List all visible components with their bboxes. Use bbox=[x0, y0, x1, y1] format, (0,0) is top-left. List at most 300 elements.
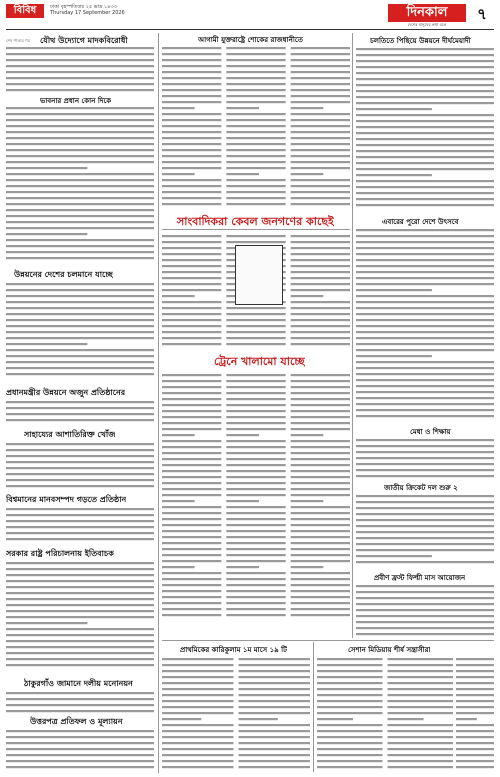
text-line bbox=[388, 706, 454, 708]
text-line bbox=[162, 53, 221, 55]
text-line bbox=[226, 542, 285, 544]
text-line bbox=[291, 416, 350, 418]
text-line bbox=[6, 295, 154, 297]
article-16-body bbox=[162, 372, 350, 622]
text-line bbox=[291, 548, 350, 550]
text-line bbox=[291, 83, 350, 85]
text-line bbox=[162, 203, 221, 205]
text-line bbox=[291, 590, 350, 592]
text-line bbox=[226, 500, 259, 502]
text-line bbox=[226, 167, 285, 169]
text-line bbox=[6, 349, 154, 351]
text-line bbox=[356, 138, 494, 140]
text-line bbox=[356, 525, 494, 527]
text-line bbox=[291, 572, 350, 574]
text-line bbox=[388, 760, 454, 762]
text-line bbox=[6, 730, 154, 732]
text-line bbox=[6, 568, 154, 570]
text-line bbox=[226, 307, 285, 309]
text-line bbox=[291, 404, 350, 406]
text-line bbox=[162, 730, 234, 732]
text-line bbox=[239, 664, 311, 666]
text-line bbox=[6, 532, 154, 534]
text-line bbox=[239, 748, 311, 750]
text-line bbox=[456, 688, 494, 690]
text-line bbox=[162, 542, 221, 544]
text-line bbox=[356, 48, 494, 50]
text-line bbox=[356, 385, 494, 387]
text-line bbox=[162, 500, 195, 502]
text-line bbox=[6, 71, 154, 73]
text-line bbox=[356, 549, 494, 551]
text-line bbox=[239, 658, 311, 660]
text-line bbox=[239, 736, 311, 738]
text-line bbox=[226, 374, 285, 376]
text-line bbox=[162, 295, 195, 297]
text-line bbox=[162, 119, 221, 121]
text-line bbox=[291, 197, 350, 199]
text-line bbox=[388, 724, 454, 726]
headline-8: ঠাকুরগাঁও জামানে দলীয় মনোনয়ন bbox=[24, 679, 133, 688]
text-line bbox=[226, 434, 259, 436]
text-line bbox=[6, 413, 154, 415]
text-line bbox=[226, 125, 285, 127]
text-line bbox=[226, 143, 285, 145]
text-line bbox=[226, 518, 285, 520]
text-line bbox=[6, 251, 154, 253]
text-line bbox=[239, 742, 311, 744]
text-line bbox=[6, 754, 154, 756]
text-line bbox=[162, 179, 221, 181]
text-line bbox=[291, 101, 350, 103]
article-5-body bbox=[6, 441, 154, 491]
text-line bbox=[356, 66, 494, 68]
text-line bbox=[291, 542, 350, 544]
text-line bbox=[162, 410, 221, 412]
text-line bbox=[291, 482, 350, 484]
text-line bbox=[356, 319, 494, 321]
text-line bbox=[291, 143, 350, 145]
text-line bbox=[291, 203, 350, 205]
text-line bbox=[317, 664, 383, 666]
text-line bbox=[162, 434, 195, 436]
text-line bbox=[6, 131, 154, 133]
text-line bbox=[291, 107, 324, 109]
text-line bbox=[162, 416, 221, 418]
text-line bbox=[226, 440, 285, 442]
text-line bbox=[356, 331, 494, 333]
text-line bbox=[6, 167, 87, 169]
text-line bbox=[162, 476, 221, 478]
text-line bbox=[356, 198, 494, 200]
article-14-body bbox=[356, 437, 494, 479]
text-line bbox=[226, 89, 285, 91]
text-line bbox=[6, 692, 154, 694]
text-line bbox=[162, 337, 221, 339]
text-line bbox=[6, 538, 154, 540]
text-line bbox=[356, 457, 494, 459]
text-line bbox=[317, 682, 383, 684]
text-line bbox=[456, 760, 494, 762]
text-line bbox=[226, 119, 285, 121]
text-line bbox=[291, 608, 350, 610]
text-line bbox=[226, 392, 285, 394]
text-line bbox=[162, 47, 221, 49]
text-line bbox=[291, 59, 350, 61]
text-line bbox=[162, 452, 221, 454]
article-10-body bbox=[162, 45, 350, 210]
text-line bbox=[6, 343, 87, 345]
text-line bbox=[6, 301, 154, 303]
text-line bbox=[456, 676, 494, 678]
text-line bbox=[6, 634, 154, 636]
headline-9: উত্তরপত্র প্রতিফল ও মূল্যায়ন bbox=[30, 717, 123, 726]
text-line bbox=[356, 132, 494, 134]
text-line bbox=[6, 461, 154, 463]
text-line bbox=[356, 192, 494, 194]
text-line bbox=[456, 694, 494, 696]
text-line bbox=[226, 337, 285, 339]
text-line bbox=[226, 149, 285, 151]
text-line bbox=[6, 233, 87, 235]
text-line bbox=[6, 580, 154, 582]
newspaper-logo: দিনকাল bbox=[388, 4, 466, 22]
article-15-body bbox=[356, 493, 494, 568]
text-line bbox=[6, 89, 154, 91]
text-line bbox=[291, 89, 350, 91]
text-line bbox=[356, 277, 494, 279]
text-line bbox=[226, 331, 285, 333]
text-line bbox=[6, 83, 154, 85]
article-2-body bbox=[6, 105, 154, 265]
text-line bbox=[226, 482, 285, 484]
text-line bbox=[456, 754, 494, 756]
text-lines bbox=[356, 583, 494, 637]
text-line bbox=[291, 307, 350, 309]
text-line bbox=[162, 386, 221, 388]
text-line bbox=[291, 313, 350, 315]
article-13-body bbox=[356, 227, 494, 423]
text-line bbox=[291, 422, 350, 424]
text-line bbox=[226, 470, 285, 472]
text-line bbox=[162, 664, 234, 666]
text-line bbox=[291, 458, 350, 460]
text-line bbox=[226, 488, 285, 490]
text-line bbox=[356, 543, 494, 545]
text-line bbox=[226, 410, 285, 412]
text-line bbox=[356, 415, 494, 417]
text-line bbox=[356, 585, 494, 587]
text-line bbox=[291, 512, 350, 514]
text-line bbox=[162, 241, 221, 243]
text-line bbox=[6, 658, 154, 660]
text-line bbox=[6, 257, 154, 259]
text-line bbox=[239, 700, 311, 702]
text-line bbox=[317, 712, 383, 714]
text-line bbox=[456, 670, 494, 672]
text-line bbox=[162, 718, 201, 720]
text-line bbox=[356, 397, 494, 399]
text-line bbox=[162, 712, 234, 714]
text-line bbox=[356, 180, 494, 182]
text-line bbox=[388, 736, 454, 738]
text-line bbox=[356, 609, 494, 611]
text-line bbox=[456, 664, 494, 666]
text-line bbox=[356, 283, 494, 285]
text-line bbox=[356, 241, 494, 243]
text-line bbox=[162, 754, 234, 756]
column-divider-left bbox=[158, 33, 159, 773]
text-line bbox=[291, 524, 350, 526]
text-line bbox=[226, 95, 285, 97]
text-line bbox=[162, 506, 221, 508]
text-line bbox=[356, 186, 494, 188]
text-line bbox=[162, 584, 221, 586]
text-line bbox=[6, 407, 154, 409]
article-4-body bbox=[6, 399, 154, 427]
headline-4: প্রধানমন্ত্রীর উন্নয়নে অজুন প্রতিষ্ঠানের bbox=[6, 388, 126, 397]
text-line bbox=[226, 446, 285, 448]
text-line bbox=[162, 331, 221, 333]
text-line bbox=[162, 748, 234, 750]
text-line bbox=[6, 155, 154, 157]
text-line bbox=[291, 131, 350, 133]
text-line bbox=[6, 646, 154, 648]
text-line bbox=[356, 445, 494, 447]
text-line bbox=[6, 197, 154, 199]
text-lines bbox=[6, 690, 154, 714]
text-line bbox=[356, 495, 494, 497]
text-line bbox=[356, 507, 494, 509]
text-line bbox=[162, 464, 221, 466]
text-line bbox=[226, 59, 285, 61]
text-line bbox=[162, 131, 221, 133]
text-line bbox=[226, 560, 285, 562]
headline-12: সাংবাদিকরা কেবল জনগণের কাছেই bbox=[177, 215, 334, 228]
text-line bbox=[6, 245, 154, 247]
text-line bbox=[6, 598, 154, 600]
text-line bbox=[6, 137, 154, 139]
text-line bbox=[356, 615, 494, 617]
column-divider-lower bbox=[313, 642, 314, 772]
article-9-body bbox=[6, 728, 154, 770]
text-line bbox=[162, 688, 234, 690]
text-line bbox=[6, 766, 154, 768]
text-line bbox=[162, 742, 234, 744]
text-line bbox=[291, 161, 350, 163]
text-line bbox=[356, 561, 494, 563]
text-line bbox=[6, 586, 154, 588]
article-6-body bbox=[6, 506, 154, 546]
text-line bbox=[226, 53, 285, 55]
text-line bbox=[356, 72, 494, 74]
text-line bbox=[226, 572, 285, 574]
text-line bbox=[6, 125, 154, 127]
text-line bbox=[291, 386, 350, 388]
text-line bbox=[162, 77, 221, 79]
headline-13: এবারের পুরো দেশে উৎসবে bbox=[382, 218, 459, 226]
text-lines bbox=[6, 728, 154, 770]
text-line bbox=[6, 562, 154, 564]
text-lines bbox=[317, 656, 453, 771]
article-18-tail bbox=[456, 656, 494, 771]
text-line bbox=[6, 748, 154, 750]
text-line bbox=[226, 185, 285, 187]
text-line bbox=[226, 380, 285, 382]
text-line bbox=[226, 404, 285, 406]
text-line bbox=[356, 162, 494, 164]
text-line bbox=[388, 718, 424, 720]
text-line bbox=[226, 191, 285, 193]
text-line bbox=[388, 742, 454, 744]
text-line bbox=[226, 107, 259, 109]
text-line bbox=[162, 265, 221, 267]
text-line bbox=[226, 101, 285, 103]
text-line bbox=[356, 337, 494, 339]
text-line bbox=[291, 265, 350, 267]
text-line bbox=[6, 592, 154, 594]
text-lines bbox=[356, 227, 494, 423]
text-line bbox=[162, 95, 221, 97]
text-line bbox=[162, 398, 221, 400]
text-line bbox=[226, 536, 285, 538]
headline-14: মেধা ও শিক্ষায় bbox=[410, 428, 451, 436]
text-lines bbox=[456, 656, 494, 771]
text-line bbox=[226, 65, 285, 67]
text-line bbox=[226, 77, 285, 79]
text-line bbox=[162, 602, 221, 604]
text-line bbox=[317, 760, 383, 762]
text-line bbox=[356, 475, 494, 477]
text-line bbox=[317, 706, 383, 708]
headline-5: সাহায্যের আশাতিরিক্ত খোঁজ bbox=[24, 430, 116, 439]
text-line bbox=[291, 185, 350, 187]
text-line bbox=[226, 155, 285, 157]
text-line bbox=[6, 77, 154, 79]
text-line bbox=[291, 337, 350, 339]
text-line bbox=[226, 464, 285, 466]
text-line bbox=[356, 627, 494, 629]
text-line bbox=[291, 301, 350, 303]
text-line bbox=[356, 451, 494, 453]
issue-date bbox=[50, 4, 125, 16]
text-line bbox=[6, 203, 154, 205]
text-line bbox=[162, 548, 221, 550]
text-line bbox=[291, 470, 350, 472]
text-line bbox=[6, 514, 154, 516]
text-line bbox=[388, 748, 454, 750]
text-line bbox=[6, 337, 154, 339]
text-line bbox=[239, 766, 311, 768]
text-line bbox=[356, 501, 494, 503]
text-line bbox=[162, 578, 221, 580]
text-line bbox=[356, 597, 494, 599]
text-line bbox=[291, 488, 350, 490]
text-lines bbox=[6, 281, 154, 381]
text-line bbox=[6, 179, 154, 181]
text-line bbox=[356, 150, 494, 152]
text-line bbox=[356, 174, 432, 176]
text-line bbox=[162, 440, 221, 442]
text-line bbox=[291, 578, 350, 580]
text-line bbox=[356, 156, 494, 158]
text-line bbox=[226, 566, 259, 568]
text-line bbox=[356, 313, 494, 315]
text-line bbox=[6, 736, 154, 738]
text-line bbox=[356, 114, 494, 116]
text-line bbox=[239, 718, 278, 720]
text-line bbox=[162, 724, 234, 726]
text-line bbox=[6, 401, 154, 403]
text-line bbox=[226, 494, 285, 496]
text-line bbox=[356, 204, 494, 206]
text-line bbox=[456, 748, 494, 750]
text-line bbox=[356, 555, 432, 557]
text-line bbox=[456, 658, 494, 660]
text-line bbox=[6, 119, 154, 121]
text-line bbox=[162, 736, 234, 738]
article-11-body bbox=[356, 46, 494, 212]
text-line bbox=[162, 404, 221, 406]
text-line bbox=[356, 439, 494, 441]
text-line bbox=[356, 289, 432, 291]
text-line bbox=[226, 319, 285, 321]
text-line bbox=[388, 676, 454, 678]
text-line bbox=[162, 101, 221, 103]
text-line bbox=[356, 144, 494, 146]
text-line bbox=[162, 760, 234, 762]
text-line bbox=[317, 754, 383, 756]
text-line bbox=[356, 349, 494, 351]
text-line bbox=[226, 83, 285, 85]
text-line bbox=[456, 742, 494, 744]
text-line bbox=[356, 247, 494, 249]
text-line bbox=[226, 458, 285, 460]
text-line bbox=[6, 616, 154, 618]
text-line bbox=[356, 463, 494, 465]
article-19-body bbox=[356, 583, 494, 637]
text-line bbox=[162, 301, 221, 303]
text-line bbox=[162, 343, 221, 345]
text-line bbox=[356, 367, 494, 369]
text-line bbox=[162, 271, 221, 273]
text-line bbox=[162, 422, 221, 424]
text-line bbox=[6, 107, 154, 109]
text-line bbox=[162, 676, 234, 678]
text-line bbox=[291, 167, 350, 169]
text-lines bbox=[6, 560, 154, 672]
text-line bbox=[6, 485, 154, 487]
text-line bbox=[356, 513, 494, 515]
text-line bbox=[317, 724, 383, 726]
text-line bbox=[291, 71, 350, 73]
text-line bbox=[356, 102, 494, 104]
text-line bbox=[356, 54, 494, 56]
text-line bbox=[356, 403, 494, 405]
text-line bbox=[388, 730, 454, 732]
text-line bbox=[162, 518, 221, 520]
headline-10: আগামী যুক্তরাষ্ট্রে শোকের রাজধানীতে bbox=[198, 36, 303, 44]
text-line bbox=[317, 694, 383, 696]
article-12-inset bbox=[235, 245, 283, 305]
text-line bbox=[162, 374, 221, 376]
text-line bbox=[6, 604, 154, 606]
text-line bbox=[6, 698, 154, 700]
text-line bbox=[356, 235, 494, 237]
text-line bbox=[6, 704, 154, 706]
text-line bbox=[356, 379, 494, 381]
text-line bbox=[6, 473, 154, 475]
